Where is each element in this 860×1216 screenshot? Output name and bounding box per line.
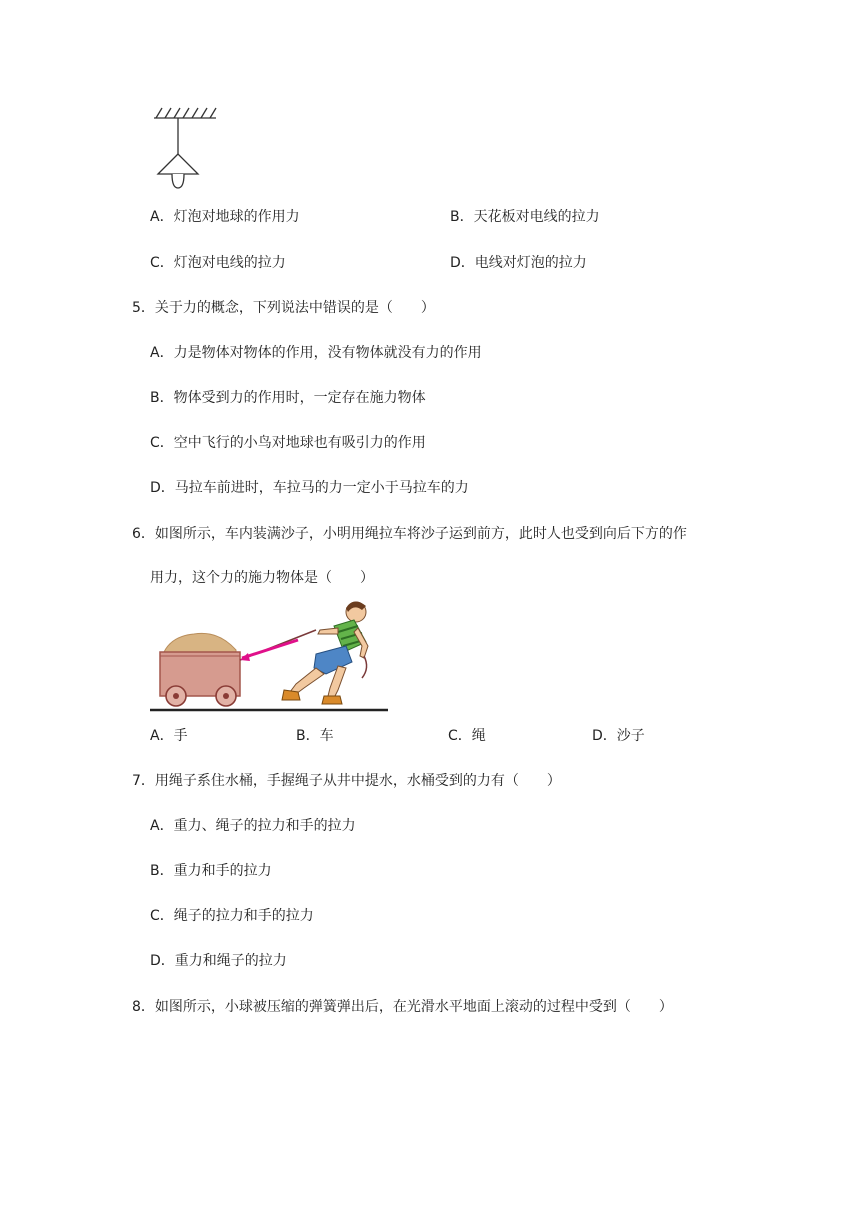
- option-letter: D．: [450, 255, 475, 271]
- option-letter: C．: [150, 255, 174, 271]
- q6-option-d: [592, 726, 645, 746]
- option-letter: D．: [592, 728, 617, 744]
- option-letter: A．: [150, 818, 174, 834]
- q6-stem-line2: 用力，这个力的施力物体是（ ）: [150, 570, 374, 586]
- q7-option-c: [150, 906, 314, 926]
- option-letter: A．: [150, 345, 174, 361]
- option-text: 沙子: [616, 728, 645, 744]
- option-letter: C．: [150, 908, 174, 924]
- option-letter: C．: [448, 728, 472, 744]
- q4-option-b: [450, 207, 600, 227]
- q5-option-d: [150, 478, 469, 498]
- option-letter: B．: [450, 209, 474, 225]
- q5-option-b: [150, 388, 426, 408]
- q7-option-b: [150, 861, 272, 881]
- q5-option-c: [150, 433, 426, 453]
- option-text: 马拉车前进时，车拉马的力一定小于马拉车的力: [174, 480, 469, 496]
- q4-option-d: [450, 253, 587, 273]
- q5-stem: 5．关于力的概念，下列说法中错误的是（ ）: [132, 300, 435, 316]
- option-text: 物体受到力的作用时，一定存在施力物体: [173, 390, 426, 406]
- q6-option-a: [150, 726, 188, 746]
- option-text: 灯泡对电线的拉力: [173, 255, 286, 271]
- q4-option-a: [150, 207, 300, 227]
- option-text: 重力和手的拉力: [173, 863, 272, 879]
- q6-option-b: [296, 726, 334, 746]
- option-letter: C．: [150, 435, 174, 451]
- option-text: 重力和绳子的拉力: [174, 953, 287, 969]
- option-text: 绳子的拉力和手的拉力: [173, 908, 314, 924]
- q7-stem: 7．用绳子系住水桶，手握绳子从井中提水，水桶受到的力有（ ）: [132, 773, 561, 789]
- option-letter: D．: [150, 480, 175, 496]
- option-letter: A．: [150, 728, 174, 744]
- q7-option-a: [150, 816, 356, 836]
- q5-option-a: [150, 343, 482, 363]
- q7-option-d: [150, 951, 287, 971]
- option-letter: A．: [150, 209, 174, 225]
- option-text: 绳: [471, 728, 486, 744]
- option-letter: B．: [150, 863, 174, 879]
- lamp-figure: [148, 104, 220, 194]
- option-text: 力是物体对物体的作用，没有物体就没有力的作用: [173, 345, 482, 361]
- option-letter: B．: [150, 390, 174, 406]
- option-text: 灯泡对地球的作用力: [173, 209, 300, 225]
- q6-option-c: [448, 726, 486, 746]
- option-text: 天花板对电线的拉力: [473, 209, 600, 225]
- option-text: 手: [173, 728, 188, 744]
- option-text: 空中飞行的小鸟对地球也有吸引力的作用: [173, 435, 426, 451]
- q6-stem-line1: 6．如图所示，车内装满沙子，小明用绳拉车将沙子运到前方，此时人也受到向后下方的作: [132, 526, 687, 542]
- cart-pulling-figure: [148, 598, 392, 716]
- q8-stem: 8．如图所示，小球被压缩的弹簧弹出后，在光滑水平地面上滚动的过程中受到（ ）: [132, 999, 673, 1015]
- q4-option-c: [150, 253, 286, 273]
- option-text: 电线对灯泡的拉力: [474, 255, 587, 271]
- option-letter: B．: [296, 728, 320, 744]
- option-text: 车: [319, 728, 334, 744]
- option-letter: D．: [150, 953, 175, 969]
- option-text: 重力、绳子的拉力和手的拉力: [173, 818, 356, 834]
